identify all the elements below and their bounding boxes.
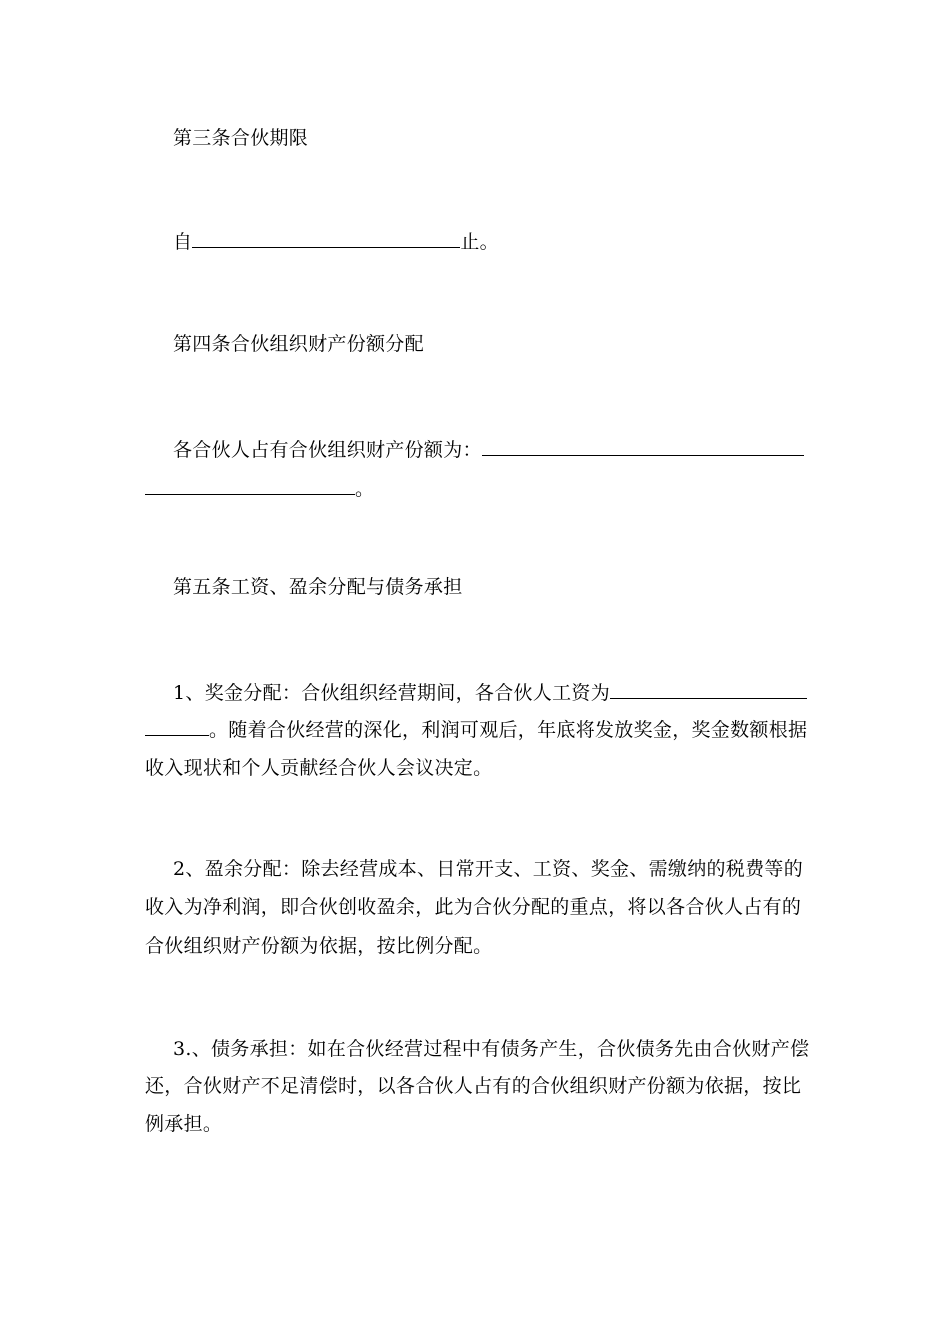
share-blank-1[interactable] — [482, 437, 804, 456]
term-prefix: 自 — [173, 231, 193, 253]
debt-paragraph-line-2: 还，合伙财产不足清偿时，以各合伙人占有的合伙组织财产份额为依据，按比 — [145, 1075, 802, 1097]
surplus-paragraph-line-1: 2、盈余分配：除去经营成本、日常开支、工资、奖金、需缴纳的税费等的 — [173, 858, 803, 880]
term-suffix: 止。 — [460, 231, 499, 253]
debt-paragraph-line-1: 3.、债务承担：如在合伙经营过程中有债务产生，合伙债务先由合伙财产偿 — [173, 1038, 810, 1060]
salary-blank-1[interactable] — [610, 680, 807, 699]
bonus-line-2: 。随着合伙经营的深化，利润可观后，年底将发放奖金，奖金数额根据 — [209, 719, 808, 741]
bonus-prefix: 1、奖金分配：合伙组织经营期间，各合伙人工资为 — [173, 682, 610, 704]
article-3-heading: 第三条合伙期限 — [173, 127, 309, 149]
bonus-paragraph-line-2 — [145, 717, 807, 742]
bonus-paragraph-line-3: 收入现状和个人贡献经合伙人会议决定。 — [145, 757, 493, 779]
surplus-paragraph-line-2: 收入为净利润，即合伙创收盈余，此为合伙分配的重点，将以各合伙人占有的 — [145, 896, 802, 918]
bonus-paragraph-line-1 — [173, 680, 807, 705]
partnership-term-line — [173, 229, 499, 254]
share-blank-2[interactable] — [145, 476, 355, 495]
debt-paragraph-line-3: 例承担。 — [145, 1113, 223, 1135]
surplus-paragraph-line-3: 合伙组织财产份额为依据，按比例分配。 — [145, 935, 493, 957]
share-suffix: 。 — [355, 478, 375, 500]
salary-blank-2[interactable] — [145, 717, 209, 736]
term-blank[interactable] — [192, 229, 460, 248]
article-5-heading: 第五条工资、盈余分配与债务承担 — [173, 576, 463, 598]
property-share-line-2 — [145, 476, 374, 501]
share-prefix: 各合伙人占有合伙组织财产份额为： — [173, 439, 482, 461]
property-share-line-1 — [173, 437, 804, 462]
article-4-heading: 第四条合伙组织财产份额分配 — [173, 333, 424, 355]
